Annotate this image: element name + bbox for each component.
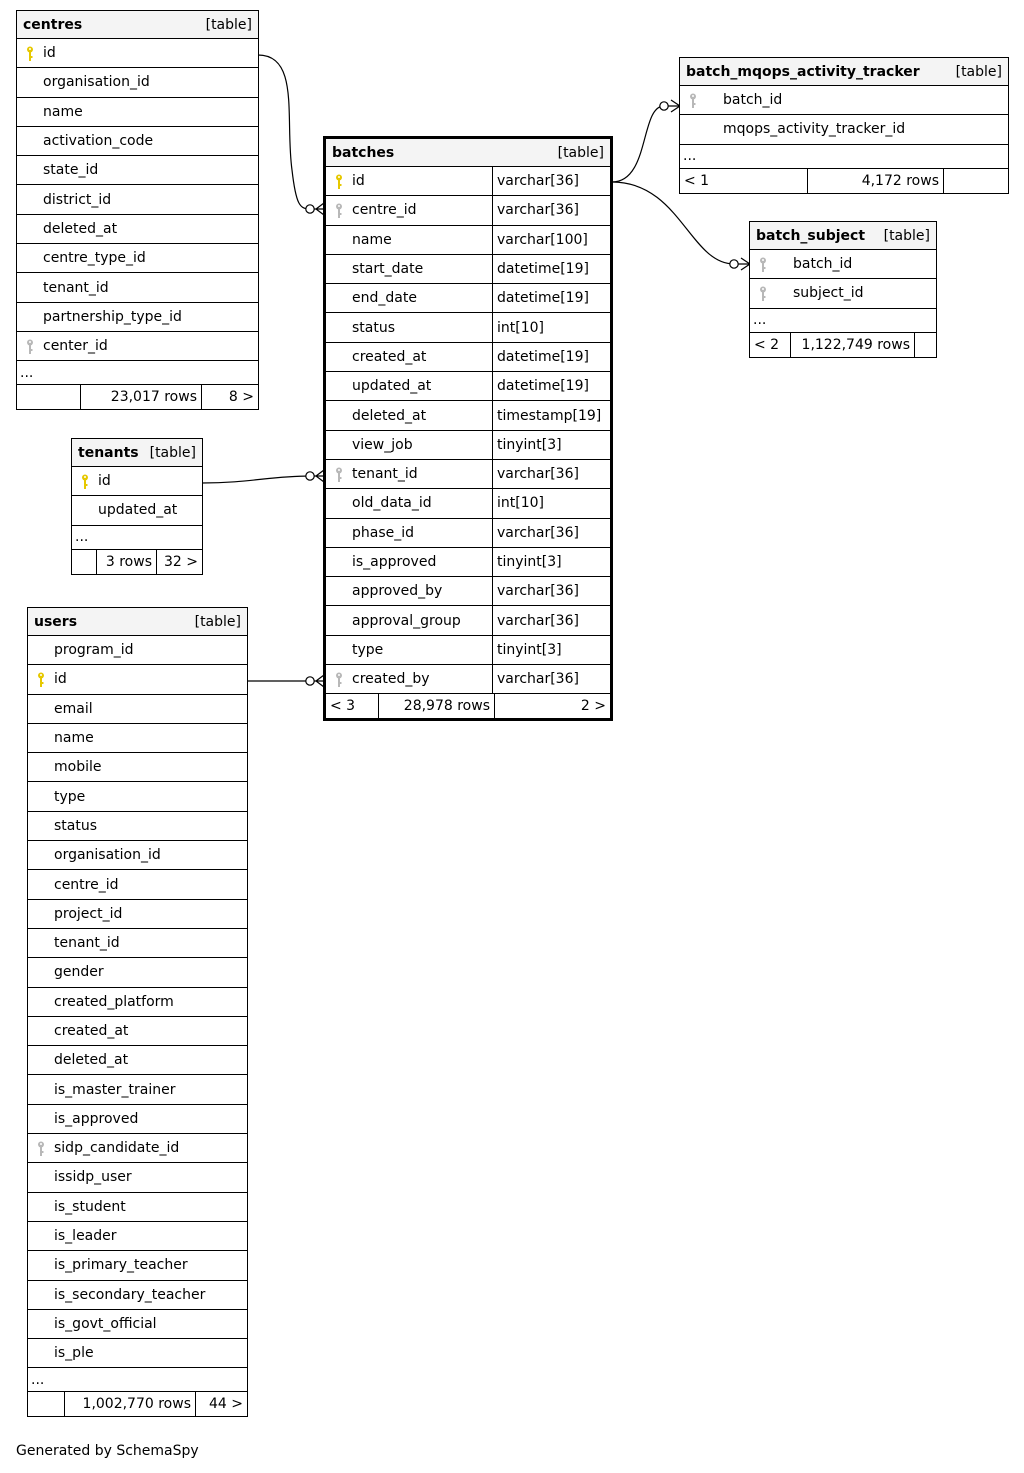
column-name: mobile: [54, 759, 102, 776]
column-name: activation_code: [43, 133, 154, 150]
primary-key-icon: [335, 174, 343, 190]
key-cell: [17, 156, 43, 184]
column-name: id: [352, 173, 365, 190]
column-row[interactable]: [326, 665, 610, 694]
column-name: partnership_type_id: [43, 308, 182, 325]
table-header: [72, 439, 202, 467]
parents-count[interactable]: [28, 1392, 64, 1416]
column-type: varchar[36]: [492, 196, 610, 224]
key-cell: [326, 196, 352, 224]
column-row[interactable]: [326, 606, 610, 635]
column-name: created_at: [54, 1023, 129, 1039]
table-kind: [table]: [883, 227, 930, 244]
generated-by-footer: Generated by SchemaSpy: [16, 1443, 199, 1459]
parents-count[interactable]: < 2: [754, 336, 780, 353]
more-columns[interactable]: ...: [750, 309, 936, 333]
primary-key-icon: [26, 46, 34, 62]
column-type: varchar[36]: [492, 167, 610, 195]
key-cell: [28, 695, 54, 723]
column-row[interactable]: [28, 1163, 247, 1192]
children-count[interactable]: [943, 169, 1008, 193]
column-name: gender: [54, 964, 104, 981]
column-name: mqops_activity_tracker_id: [723, 121, 906, 138]
row-count: 3 rows: [96, 550, 156, 574]
column-type: datetime[19]: [492, 372, 610, 400]
column-name: status: [54, 817, 98, 834]
column-name: centre_type_id: [43, 250, 146, 267]
key-cell: [17, 39, 43, 67]
column-type: varchar[36]: [492, 606, 610, 634]
key-cell: [28, 1075, 54, 1103]
column-type: varchar[36]: [492, 519, 610, 547]
column-list: [680, 86, 1008, 145]
column-name: is_govt_official: [54, 1315, 157, 1332]
column-row[interactable]: [326, 313, 610, 342]
key-cell: [28, 1222, 54, 1250]
key-cell: [28, 782, 54, 810]
column-type: int[10]: [492, 489, 610, 517]
column-row[interactable]: [326, 343, 610, 372]
key-cell: [326, 636, 352, 664]
table-header: [750, 222, 936, 250]
key-cell: [28, 900, 54, 928]
column-name: program_id: [54, 642, 134, 659]
column-row[interactable]: [28, 1339, 247, 1368]
foreign-key-icon: [759, 286, 767, 302]
key-cell: [28, 1163, 54, 1191]
table-centres[interactable]: [16, 10, 259, 410]
key-cell: [17, 332, 43, 360]
column-name: type: [54, 788, 86, 805]
column-name: id: [54, 671, 67, 688]
key-cell: [28, 958, 54, 986]
column-row[interactable]: [28, 929, 247, 958]
column-name: approved_by: [352, 583, 443, 600]
column-row[interactable]: [28, 753, 247, 782]
column-name: is_ple: [54, 1345, 94, 1362]
column-name: approval_group: [352, 612, 461, 629]
column-row[interactable]: [28, 1251, 247, 1280]
column-list: [72, 467, 202, 526]
key-cell: [326, 548, 352, 576]
column-name: old_data_id: [352, 495, 432, 512]
column-name: view_job: [352, 436, 413, 453]
table-name: centres: [23, 16, 83, 33]
column-name: created_by: [352, 671, 430, 688]
foreign-key-icon: [689, 93, 697, 109]
key-cell: [28, 1310, 54, 1338]
table-batches[interactable]: [323, 136, 613, 721]
row-count: 28,978 rows: [378, 694, 494, 718]
table-name: batches: [332, 144, 395, 161]
column-row[interactable]: [17, 39, 258, 68]
key-cell: [72, 496, 98, 524]
children-count[interactable]: 2 >: [494, 694, 610, 718]
column-type: timestamp[19]: [492, 401, 610, 429]
column-row[interactable]: [28, 695, 247, 724]
column-type: datetime[19]: [492, 255, 610, 283]
key-cell: [28, 636, 54, 664]
column-name: centre_id: [54, 876, 119, 893]
table-kind: [table]: [205, 16, 252, 33]
column-name: issidp_user: [54, 1169, 132, 1186]
key-cell: [680, 115, 723, 143]
key-cell: [28, 988, 54, 1016]
column-row[interactable]: [326, 519, 610, 548]
column-row[interactable]: [326, 460, 610, 489]
key-cell: [326, 167, 352, 195]
children-count[interactable]: [914, 333, 936, 357]
foreign-key-icon: [335, 467, 343, 483]
column-row[interactable]: [28, 1017, 247, 1046]
key-cell: [326, 401, 352, 429]
more-columns[interactable]: ...: [680, 145, 1008, 169]
key-cell: [326, 431, 352, 459]
column-name: tenant_id: [54, 935, 120, 952]
parents-count[interactable]: < 1: [684, 172, 710, 189]
column-name: state_id: [43, 162, 99, 179]
row-count: 1,122,749 rows: [790, 333, 914, 357]
children-count[interactable]: 32 >: [156, 550, 202, 574]
key-cell: [326, 665, 352, 693]
column-name: is_primary_teacher: [54, 1257, 188, 1274]
column-row[interactable]: [28, 1281, 247, 1310]
foreign-key-icon: [26, 339, 34, 355]
row-count: 23,017 rows: [80, 385, 201, 409]
column-name: updated_at: [98, 502, 178, 519]
column-name: organisation_id: [43, 74, 150, 91]
column-row[interactable]: [28, 1105, 247, 1134]
table-footer: [750, 333, 936, 357]
connector-batches-mqops: [612, 106, 664, 182]
connector-batches-subject: [612, 182, 734, 264]
column-name: status: [352, 319, 396, 336]
column-name: email: [54, 700, 93, 717]
table-header: [326, 139, 610, 167]
column-name: created_at: [352, 348, 427, 365]
row-count: 1,002,770 rows: [64, 1392, 195, 1416]
column-type: int[10]: [492, 313, 610, 341]
column-row[interactable]: [28, 812, 247, 841]
column-row[interactable]: [28, 900, 247, 929]
key-cell: [326, 313, 352, 341]
column-name: end_date: [352, 290, 417, 307]
column-row[interactable]: [326, 372, 610, 401]
column-name: name: [43, 103, 83, 120]
column-name: is_student: [54, 1198, 126, 1215]
column-row[interactable]: [17, 127, 258, 156]
table-kind: [table]: [194, 613, 241, 630]
key-cell: [326, 372, 352, 400]
foreign-key-icon: [335, 672, 343, 688]
key-cell: [326, 460, 352, 488]
column-name: updated_at: [352, 378, 432, 395]
column-type: tinyint[3]: [492, 548, 610, 576]
parents-count[interactable]: < 3: [330, 698, 356, 715]
table-footer: [28, 1392, 247, 1416]
column-row[interactable]: [326, 255, 610, 284]
table-footer: [72, 550, 202, 574]
column-row[interactable]: [326, 226, 610, 255]
table-name: batch_mqops_activity_tracker: [686, 63, 920, 80]
key-cell: [17, 185, 43, 213]
column-row[interactable]: [28, 665, 247, 694]
column-row[interactable]: [28, 1222, 247, 1251]
key-cell: [28, 1134, 54, 1162]
parents-count[interactable]: [17, 385, 80, 409]
table-kind: [table]: [955, 63, 1002, 80]
table-tenants[interactable]: [71, 438, 203, 575]
column-list: [28, 636, 247, 1368]
column-row[interactable]: [17, 303, 258, 332]
column-list: [17, 39, 258, 361]
key-cell: [17, 273, 43, 301]
key-cell: [17, 68, 43, 96]
key-cell: [750, 250, 793, 278]
column-name: batch_id: [723, 92, 783, 109]
column-row[interactable]: [28, 1134, 247, 1163]
column-row[interactable]: [750, 279, 936, 308]
key-cell: [28, 1105, 54, 1133]
column-name: tenant_id: [352, 466, 418, 483]
column-name: deleted_at: [352, 407, 427, 424]
key-cell: [28, 929, 54, 957]
column-name: id: [98, 473, 111, 490]
table-name: users: [34, 613, 78, 630]
column-type: datetime[19]: [492, 284, 610, 312]
column-row[interactable]: [680, 115, 1008, 144]
column-row[interactable]: [326, 489, 610, 518]
column-row[interactable]: [28, 1193, 247, 1222]
children-count[interactable]: 44 >: [195, 1392, 247, 1416]
table-kind: [table]: [557, 144, 604, 161]
key-cell: [326, 255, 352, 283]
column-row[interactable]: [28, 870, 247, 899]
column-name: organisation_id: [54, 847, 161, 864]
column-name: is_master_trainer: [54, 1081, 176, 1098]
column-row[interactable]: [28, 636, 247, 665]
table-name: batch_subject: [756, 227, 866, 244]
column-name: subject_id: [793, 285, 864, 302]
table-kind: [table]: [149, 444, 196, 461]
key-cell: [28, 841, 54, 869]
key-cell: [17, 98, 43, 126]
column-name: id: [43, 45, 56, 62]
column-name: name: [352, 231, 392, 248]
table-batch-mqops-activity-tracker[interactable]: [679, 57, 1009, 194]
column-name: batch_id: [793, 256, 853, 273]
key-cell: [750, 279, 793, 307]
column-name: name: [54, 730, 94, 747]
column-type: tinyint[3]: [492, 431, 610, 459]
table-header: [28, 608, 247, 636]
column-row[interactable]: [28, 724, 247, 753]
column-type: tinyint[3]: [492, 636, 610, 664]
foreign-key-icon: [759, 257, 767, 273]
table-footer: [17, 385, 258, 409]
column-row[interactable]: [326, 636, 610, 665]
column-name: is_approved: [352, 554, 437, 570]
column-name: deleted_at: [43, 220, 118, 237]
key-cell: [17, 127, 43, 155]
column-row[interactable]: [326, 284, 610, 313]
foreign-key-icon: [335, 203, 343, 219]
table-header: [17, 11, 258, 39]
column-list: [750, 250, 936, 309]
column-row[interactable]: [28, 841, 247, 870]
more-columns[interactable]: ...: [28, 1368, 247, 1392]
column-row[interactable]: [72, 496, 202, 525]
key-cell: [17, 303, 43, 331]
key-cell: [326, 343, 352, 371]
key-cell: [28, 1281, 54, 1309]
primary-key-icon: [37, 672, 45, 688]
key-cell: [326, 284, 352, 312]
column-row[interactable]: [326, 401, 610, 430]
primary-key-icon: [81, 474, 89, 490]
column-name: is_secondary_teacher: [54, 1286, 206, 1303]
column-type: varchar[36]: [492, 665, 610, 693]
key-cell: [28, 812, 54, 840]
column-name: centre_id: [352, 202, 417, 219]
key-cell: [28, 1017, 54, 1045]
children-count[interactable]: 8 >: [201, 385, 258, 409]
table-name: tenants: [78, 444, 139, 461]
key-cell: [17, 215, 43, 243]
column-name: project_id: [54, 905, 123, 922]
column-row[interactable]: [28, 1046, 247, 1075]
table-users[interactable]: [27, 607, 248, 1417]
key-cell: [326, 489, 352, 517]
column-row[interactable]: [17, 244, 258, 273]
column-row[interactable]: [17, 98, 258, 127]
key-cell: [28, 870, 54, 898]
column-name: sidp_candidate_id: [54, 1140, 180, 1157]
column-row[interactable]: [17, 273, 258, 302]
key-cell: [326, 577, 352, 605]
column-row[interactable]: [17, 68, 258, 97]
column-type: varchar[36]: [492, 577, 610, 605]
column-row[interactable]: [72, 467, 202, 496]
table-batch-subject[interactable]: [749, 221, 937, 358]
row-count: 4,172 rows: [807, 169, 943, 193]
key-cell: [17, 244, 43, 272]
table-footer: [680, 169, 1008, 193]
key-cell: [28, 1193, 54, 1221]
key-cell: [28, 753, 54, 781]
column-name: type: [352, 641, 384, 658]
key-cell: [680, 86, 723, 114]
more-columns[interactable]: ...: [17, 361, 258, 385]
column-row[interactable]: [28, 782, 247, 811]
column-name: is_approved: [54, 1110, 139, 1127]
table-footer: [326, 694, 610, 718]
column-type: datetime[19]: [492, 343, 610, 371]
column-name: start_date: [352, 261, 424, 278]
key-cell: [326, 226, 352, 254]
key-cell: [28, 1339, 54, 1367]
column-list: [326, 167, 610, 694]
connector-centres-batches: [258, 55, 310, 209]
column-name: is_leader: [54, 1228, 117, 1245]
column-row[interactable]: [326, 167, 610, 196]
column-row[interactable]: [326, 548, 610, 577]
column-row[interactable]: [326, 577, 610, 606]
column-type: varchar[100]: [492, 226, 610, 254]
foreign-key-icon: [37, 1141, 45, 1157]
key-cell: [28, 1251, 54, 1279]
column-row[interactable]: [28, 1310, 247, 1339]
column-name: created_platform: [54, 993, 174, 1010]
column-row[interactable]: [17, 215, 258, 244]
column-row[interactable]: [28, 1075, 247, 1104]
column-row[interactable]: [326, 196, 610, 225]
column-row[interactable]: [17, 156, 258, 185]
key-cell: [326, 519, 352, 547]
column-name: district_id: [43, 191, 112, 208]
key-cell: [28, 1046, 54, 1074]
column-type: varchar[36]: [492, 460, 610, 488]
column-row[interactable]: [28, 988, 247, 1017]
column-name: tenant_id: [43, 279, 109, 296]
column-row[interactable]: [28, 958, 247, 987]
column-name: phase_id: [352, 524, 415, 541]
column-row[interactable]: [326, 431, 610, 460]
column-name: deleted_at: [54, 1052, 129, 1069]
column-row[interactable]: [17, 332, 258, 361]
table-header: [680, 58, 1008, 86]
more-columns[interactable]: ...: [72, 526, 202, 550]
column-name: center_id: [43, 338, 108, 355]
column-row[interactable]: [680, 86, 1008, 115]
connector-tenants-batches: [202, 476, 310, 483]
key-cell: [326, 606, 352, 634]
key-cell: [28, 665, 54, 693]
column-row[interactable]: [17, 185, 258, 214]
parents-count[interactable]: [72, 550, 96, 574]
key-cell: [28, 724, 54, 752]
key-cell: [72, 467, 98, 495]
column-row[interactable]: [750, 250, 936, 279]
